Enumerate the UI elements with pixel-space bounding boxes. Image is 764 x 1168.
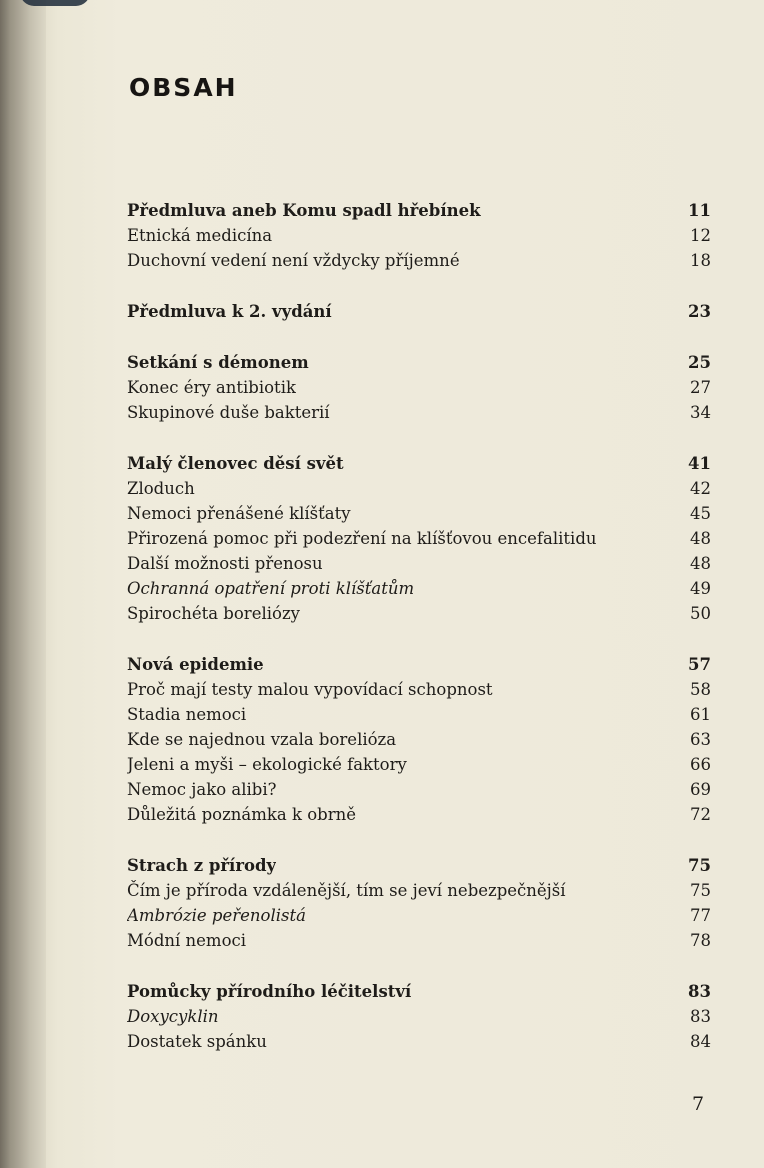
toc-entry-title: Módní nemoci	[127, 931, 247, 950]
toc-entry-title: Předmluva aneb Komu spadl hřebínek	[127, 201, 481, 220]
toc-entry-page: 48	[690, 554, 711, 573]
toc-entry-title: Důležitá poznámka k obrně	[127, 805, 356, 824]
toc-entry	[127, 375, 711, 400]
toc-entry-page: 23	[688, 302, 711, 321]
toc-entry-page: 63	[690, 730, 711, 749]
toc-entry-title: Etnická medicína	[127, 226, 273, 245]
toc-entry	[127, 1029, 711, 1054]
toc-entry-page: 27	[690, 378, 711, 397]
toc-entry-title: Kde se najednou vzala borelióza	[127, 730, 397, 749]
toc-entry-title: Spirochéta boreliózy	[127, 604, 300, 623]
bookmark-edge	[20, 0, 90, 6]
toc-entry-page: 69	[690, 780, 711, 799]
toc-entry-page: 48	[690, 529, 711, 548]
toc-entry	[127, 727, 711, 752]
toc-entry-page: 12	[690, 226, 711, 245]
toc-entry	[127, 652, 711, 677]
toc-entry	[127, 928, 711, 953]
toc-entry-page: 75	[690, 881, 711, 900]
toc-entry-page: 83	[690, 1007, 711, 1026]
toc-entry-title: Nová epidemie	[127, 655, 264, 674]
toc-section	[127, 350, 711, 425]
toc-entry	[127, 878, 711, 903]
toc-entry	[127, 400, 711, 425]
toc-entry-title: Ochranná opatření proti klíšťatům	[127, 579, 415, 598]
toc-entry-title: Nemoci přenášené klíšťaty	[127, 504, 351, 523]
toc-entry-title: Setkání s démonem	[127, 353, 309, 372]
toc-entry-title: Doxycyklin	[127, 1007, 219, 1026]
toc-section	[127, 979, 711, 1054]
toc-entry-title: Jeleni a myši – ekologické faktory	[127, 755, 407, 774]
toc-entry-title: Duchovní vedení není vždycky příjemné	[127, 251, 460, 270]
toc-entry-page: 78	[690, 931, 711, 950]
toc-entry-page: 11	[688, 201, 711, 220]
toc-entry	[127, 299, 711, 324]
toc-entry-page: 18	[690, 251, 711, 270]
toc-entry-title: Další možnosti přenosu	[127, 554, 323, 573]
toc-entry-title: Zloduch	[127, 479, 195, 498]
toc-entry	[127, 979, 711, 1004]
toc-entry-title: Stadia nemoci	[127, 705, 247, 724]
toc-entry-title: Skupinové duše bakterií	[127, 403, 330, 422]
page-title: OBSAH	[129, 73, 238, 102]
toc-entry	[127, 802, 711, 827]
toc-entry-page: 42	[690, 479, 711, 498]
toc-entry	[127, 223, 711, 248]
toc-entry-title: Předmluva k 2. vydání	[127, 302, 332, 321]
toc-entry-page: 61	[690, 705, 711, 724]
toc-entry-title: Konec éry antibiotik	[127, 378, 296, 397]
toc-entry-page: 77	[690, 906, 711, 925]
toc-entry-page: 83	[688, 982, 711, 1001]
toc-section	[127, 299, 711, 324]
toc-entry	[127, 903, 711, 928]
toc-entry-page: 57	[688, 655, 711, 674]
toc-entry-title: Nemoc jako alibi?	[127, 780, 277, 799]
toc-entry-page: 45	[690, 504, 711, 523]
toc-entry	[127, 702, 711, 727]
toc-entry	[127, 501, 711, 526]
toc-entry	[127, 752, 711, 777]
toc-entry-page: 49	[690, 579, 711, 598]
toc-entry-page: 25	[688, 353, 711, 372]
toc-entry	[127, 551, 711, 576]
toc-entry-title: Čím je příroda vzdálenější, tím se jeví nebezpečnější	[127, 881, 566, 900]
toc-section	[127, 652, 711, 827]
toc-entry	[127, 677, 711, 702]
toc-entry-page: 72	[690, 805, 711, 824]
toc-section	[127, 853, 711, 953]
toc-entry-page: 66	[690, 755, 711, 774]
toc-section	[127, 451, 711, 626]
toc-entry	[127, 853, 711, 878]
toc-entry-title: Přirozená pomoc při podezření na klíšťovou encefalitidu	[127, 529, 597, 548]
toc-entry	[127, 350, 711, 375]
toc-entry	[127, 451, 711, 476]
toc-entry	[127, 476, 711, 501]
toc-entry	[127, 248, 711, 273]
toc-entry	[127, 777, 711, 802]
toc-entry-title: Dostatek spánku	[127, 1032, 267, 1051]
toc-section	[127, 198, 711, 273]
toc-entry-page: 75	[688, 856, 711, 875]
toc-entry	[127, 576, 711, 601]
toc-entry	[127, 526, 711, 551]
toc-entry-page: 50	[690, 604, 711, 623]
toc-entry	[127, 1004, 711, 1029]
toc-entry-page: 34	[690, 403, 711, 422]
toc-entry-title: Malý členovec děsí svět	[127, 454, 344, 473]
toc-entry-page: 58	[690, 680, 711, 699]
toc-entry	[127, 601, 711, 626]
toc-entry-title: Pomůcky přírodního léčitelství	[127, 982, 412, 1001]
toc-entry-title: Proč mají testy malou vypovídací schopnost	[127, 680, 493, 699]
toc-entry	[127, 198, 711, 223]
page-number: 7	[692, 1093, 705, 1115]
toc-entry-page: 84	[690, 1032, 711, 1051]
toc-entry-title: Ambrózie peřenolistá	[127, 906, 306, 925]
toc-entry-title: Strach z přírody	[127, 856, 277, 875]
table-of-contents	[127, 198, 711, 1080]
toc-entry-page: 41	[688, 454, 711, 473]
book-spine-shadow	[0, 0, 46, 1168]
